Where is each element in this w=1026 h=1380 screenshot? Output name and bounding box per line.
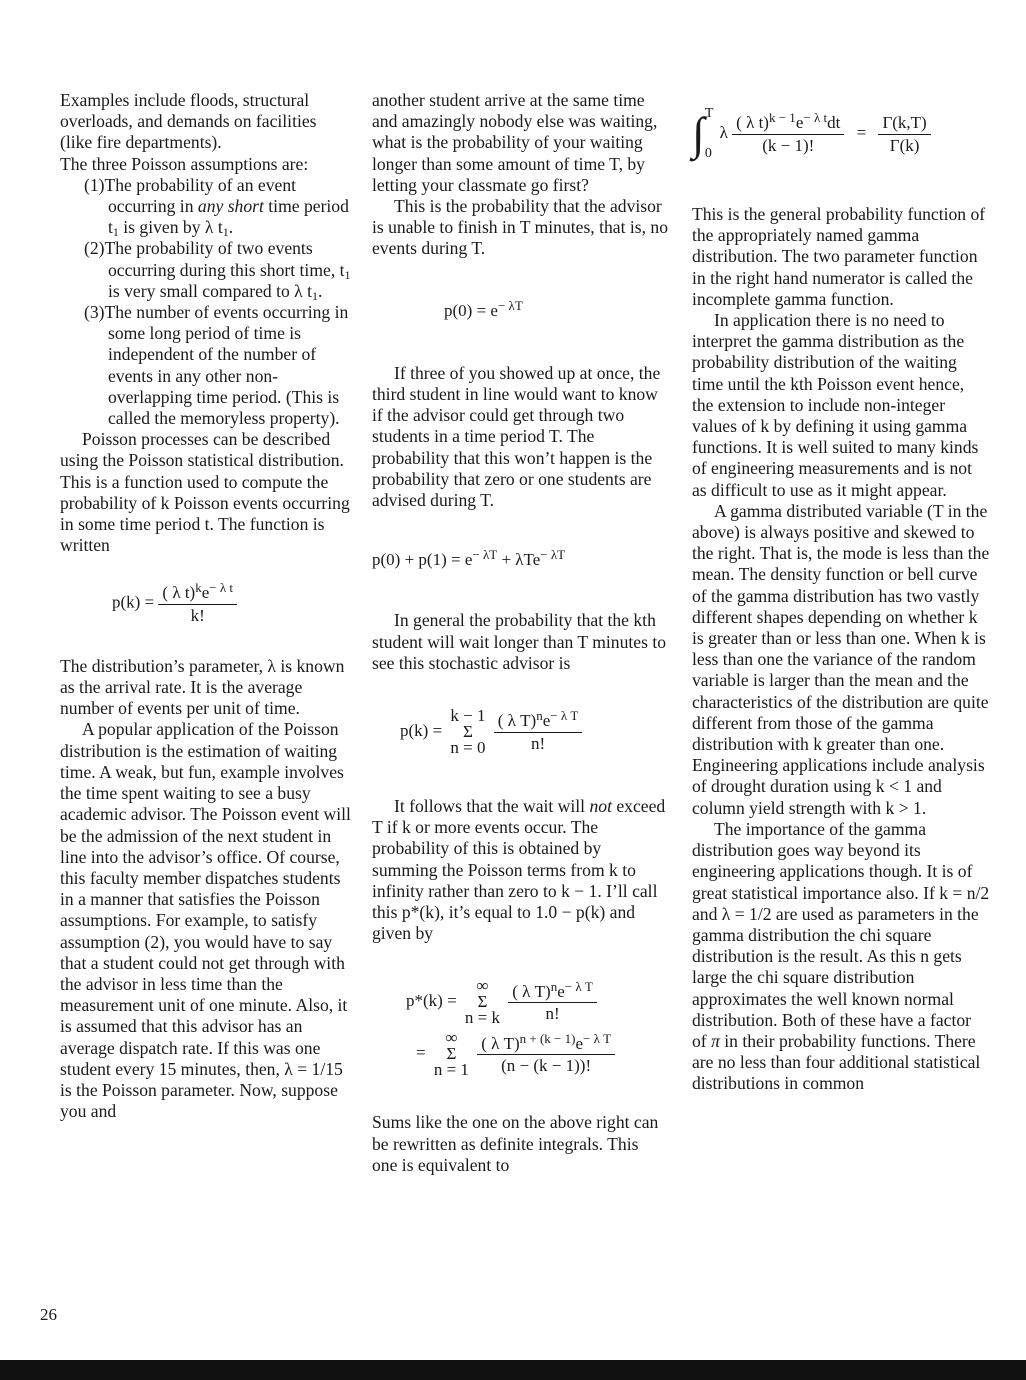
equation-pstar-shifted: = ∞ Σ n = 1 $\frac{( \lambda T)^{n + (k - 1)}e^{- \lambda T}}{(n - (k - 1))!}$ bbox=[416, 1030, 668, 1078]
paragraph-general: In general the probability that the kth student will wait longer than T minutes to see this stochastic advisor is bbox=[372, 610, 667, 673]
equation-pk-sum: p(k) = k − 1 Σ n = 0 $\frac{( \lambda T)^ne^{- \lambda T}}{n!}$ bbox=[400, 708, 668, 756]
paragraph-intro: Examples include floods, structural overloads, and demands on facilities (like fire departments). bbox=[60, 90, 317, 153]
paragraph-gamma-variable: A gamma distributed variable (T in the above) is always positive and skewed to the right. That is, the mode is less than the mean. The density function or bell curve of the gamma distribution has two vastly different shapes depending on whether k is greater than or less than one. When k is less than one the variance of the random variable is larger than the mean and the characteristics of the distribution are quite different from those of the gamma distribution with k greater than one. Engineering applications include analysis of drought duration using k < 1 and column yield strength with k > 1. bbox=[692, 500, 990, 818]
equation-p0-plus-p1: $p(0) + p(1) = e^{- \lambda T} + \lambda Te^{- \lambda T}$ bbox=[372, 547, 566, 570]
list-item: (2)The probability of two events occurring during this short time, $t_1$ is very small compared to λ $t_1$. bbox=[84, 238, 351, 303]
paragraph-gamma-application: In application there is no need to interpret the gamma distribution as the probability distribution of the waiting time until the kth Poisson event hence, the extension to include non-integer values of k by defining it using gamma functions. It is well suited to many kinds of engineering measurements and is not as difficult to use as it might appear. bbox=[692, 310, 979, 500]
page-number: 26 bbox=[40, 1305, 57, 1324]
paragraph-probability: This is the probability that the advisor is unable to finish in T minutes, that is, no events during T. bbox=[372, 196, 668, 259]
paragraph-gamma-importance: The importance of the gamma distribution goes way beyond its engineering applications though. It is of great statistical importance also. If k = n/2 and λ = 1/2 are used as parameters in the gamma distribution the chi square distribution is the result. As this n gets large the chi square distribution approximates the well known normal distribution. Both of these have a factor of π in their probability functions. There are no less than four additional statistical distributions in common bbox=[692, 818, 990, 1094]
paragraph-application: A popular application of the Poisson distribution is the estimation of waiting time. A weak, but fun, example involves the time spent waiting to see a busy academic advisor. The Poisson event will be the admission of the next student in line into the advisor’s office. Of course, this faculty member dispatches students in a manner that satisfies the Poisson assumptions. For example, to satisfy assumption (2), you would have to say that a student could not get through with the advisor in less time than the measurement unit of one minute. Also, it is assumed that this advisor has an average dispatch rate. If this was one student every 15 minutes, then, λ = 1/15 is the Poisson parameter. Now, suppose you and bbox=[60, 719, 351, 1122]
text-column-middle bbox=[372, 90, 668, 1176]
scan-bottom-edge bbox=[0, 1360, 1026, 1380]
text-column-right bbox=[692, 104, 990, 1095]
paragraph-continued: another student arrive at the same time and amazingly nobody else was waiting, what is the probability of your waiting longer than some amount of time T, by letting your classmate go first? bbox=[372, 90, 658, 195]
paragraph-sums: Sums like the one on the above right can be rewritten as definite integrals. This one is equivalent to bbox=[372, 1112, 659, 1175]
equation-gamma-integral: ∫ T 0 λ $\frac{( \lambda t)^{k - 1}e^{- \lambda t}dt}{(k - 1)!}$ = $\frac{\Gamma(k,T)}{\Gamma(k)}$ bbox=[692, 104, 990, 164]
paragraph-poisson-processes: Poisson processes can be described using the Poisson statistical distribution. This is a function used to compute the probability of k Poisson events occurring in some time period t. The function is written bbox=[60, 429, 350, 556]
equation-pstar-sum: p*(k) = ∞ Σ n = k $\frac{( \lambda T)^ne^{- \lambda T}}{n!}$ bbox=[406, 978, 668, 1026]
assumptions-list bbox=[60, 175, 352, 429]
paragraph-assumptions-lead: The three Poisson assumptions are: bbox=[60, 153, 309, 174]
paragraph-gamma-general: This is the general probability function of the appropriately named gamma distribution. The two parameter function in the right hand numerator is called the incomplete gamma function. bbox=[692, 204, 986, 309]
equation-poisson-pmf: p(k) = $\frac{( \lambda t)^ke^{- \lambda t}}{k!}$ bbox=[112, 582, 352, 625]
paragraph-parameter: The distribution’s parameter, λ is known as the arrival rate. It is the average number of events per unit of time. bbox=[60, 655, 345, 719]
paragraph-follows: It follows that the wait will not exceed T if k or more events occur. The probability of this is obtained by summing the Poisson terms from k to infinity rather than zero to k − 1. I’ll call this p*(k), it’s equal to 1.0 − p(k) and given by bbox=[372, 796, 666, 944]
paragraph-three-students: If three of you showed up at once, the third student in line would want to know if the advisor could get through two students in a time period T. The probability that this won’t happen is the probability that zero or one students are advised during T. bbox=[372, 362, 661, 511]
text-column-left bbox=[60, 90, 352, 1122]
list-item: (1)The probability of an event occurring in any short time period $t_1$ is given by λ $t_1$. bbox=[84, 174, 349, 240]
list-item: (3)The number of events occurring in some long period of time is independent of the number of events in any other non-overlapping time period. (This is called the memoryless property). bbox=[84, 302, 349, 429]
equation-p0: $p(0) = e^{- \lambda T}$ bbox=[444, 297, 523, 320]
